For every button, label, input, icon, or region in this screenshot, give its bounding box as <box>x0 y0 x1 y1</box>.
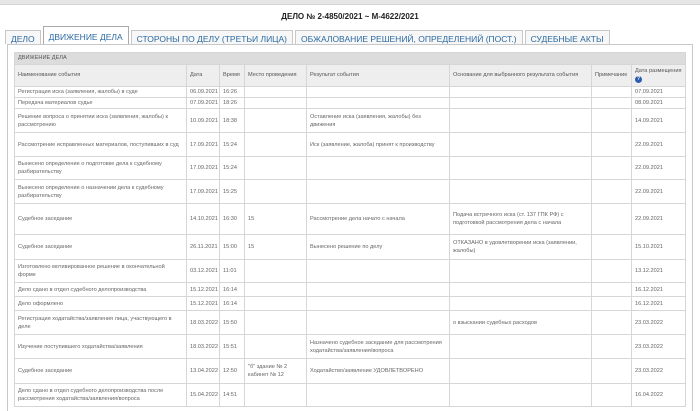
cell-result: Рассмотрение дела начато с начала <box>307 204 450 235</box>
cell-note <box>592 283 632 297</box>
cell-location <box>245 109 307 133</box>
cell-result: Вынесено решение по делу <box>307 235 450 260</box>
cell-basis <box>450 180 592 204</box>
column-header-label: Наименование события <box>18 72 81 79</box>
cell-basis <box>450 359 592 384</box>
tab-appeals[interactable]: ОБЖАЛОВАНИЕ РЕШЕНИЙ, ОПРЕДЕЛЕНИЙ (ПОСТ.) <box>295 30 523 44</box>
cell-location <box>245 311 307 335</box>
page-title: ДЕЛО № 2-4850/2021 ~ М-4622/2021 <box>281 12 419 21</box>
cell-time: 15:50 <box>220 311 245 335</box>
tab-bar <box>5 27 612 44</box>
cell-result <box>307 283 450 297</box>
cell-location: 15 <box>245 235 307 260</box>
cell-time: 18:26 <box>220 98 245 109</box>
cell-time: 15:51 <box>220 335 245 359</box>
cell-date: 07.09.2021 <box>187 98 220 109</box>
cell-location <box>245 283 307 297</box>
cell-basis <box>450 133 592 157</box>
table-row <box>15 260 686 283</box>
cell-posted-date: 23.03.2022 <box>632 311 686 335</box>
cell-event-name: Дело оформлено <box>15 297 187 311</box>
table-row <box>15 359 686 384</box>
cell-location <box>245 98 307 109</box>
cell-time: 15:25 <box>220 180 245 204</box>
cell-location <box>245 133 307 157</box>
cell-date: 15.12.2021 <box>187 283 220 297</box>
tab-court-acts[interactable]: СУДЕБНЫЕ АКТЫ <box>525 30 610 44</box>
cell-result <box>307 311 450 335</box>
column-header-label: Дата <box>190 72 203 79</box>
cell-note <box>592 204 632 235</box>
cell-basis: о взыскании судебных расходов <box>450 311 592 335</box>
cell-event-name: Изучение поступившего ходатайства/заявления <box>15 335 187 359</box>
case-movement-table <box>14 52 686 407</box>
column-header-label: Время <box>223 72 240 79</box>
cell-posted-date: 15.10.2021 <box>632 235 686 260</box>
cell-date: 17.09.2021 <box>187 157 220 180</box>
cell-time: 16:14 <box>220 297 245 311</box>
column-header-posted-date <box>632 65 686 87</box>
cell-basis <box>450 297 592 311</box>
cell-date: 10.09.2021 <box>187 109 220 133</box>
cell-basis <box>450 109 592 133</box>
cell-basis <box>450 283 592 297</box>
cell-time: 16:30 <box>220 204 245 235</box>
cell-posted-date: 08.09.2021 <box>632 98 686 109</box>
table-row <box>15 109 686 133</box>
table-row <box>15 297 686 311</box>
cell-note <box>592 87 632 98</box>
cell-time: 14:51 <box>220 384 245 407</box>
tab-parties[interactable]: СТОРОНЫ ПО ДЕЛУ (ТРЕТЬИ ЛИЦА) <box>131 30 293 44</box>
cell-basis <box>450 384 592 407</box>
cell-result: Ходатайство/заявление УДОВЛЕТВОРЕНО <box>307 359 450 384</box>
column-header-label: Место проведения <box>248 72 297 79</box>
cell-event-name: Регистрация ходатайства/заявления лица, участвующего в деле <box>15 311 187 335</box>
cell-posted-date: 23.03.2022 <box>632 335 686 359</box>
cell-event-name: Дело сдано в отдел судебного делопроизводства после рассмотрения ходатайства/заявления/вопроса <box>15 384 187 407</box>
table-row <box>15 335 686 359</box>
cell-note <box>592 235 632 260</box>
cell-result <box>307 297 450 311</box>
cell-note <box>592 359 632 384</box>
cell-result <box>307 180 450 204</box>
cell-date: 17.09.2021 <box>187 133 220 157</box>
cell-location <box>245 260 307 283</box>
cell-location: "б" здание № 2 кабинет № 12 <box>245 359 307 384</box>
cell-basis <box>450 260 592 283</box>
table-row <box>15 384 686 407</box>
help-icon[interactable]: ? <box>636 75 641 82</box>
cell-date: 03.12.2021 <box>187 260 220 283</box>
cell-note <box>592 260 632 283</box>
column-header-note <box>592 65 632 87</box>
cell-date: 06.09.2021 <box>187 87 220 98</box>
cell-posted-date: 16.04.2022 <box>632 384 686 407</box>
cell-note <box>592 384 632 407</box>
cell-basis: ОТКАЗАНО в удовлетворении иска (заявлении, жалобы) <box>450 235 592 260</box>
cell-basis <box>450 87 592 98</box>
table-row <box>15 235 686 260</box>
cell-date: 13.04.2022 <box>187 359 220 384</box>
cell-location <box>245 87 307 98</box>
table-row <box>15 98 686 109</box>
column-header-label: Основание для выбранного результата события <box>453 72 579 79</box>
cell-location <box>245 180 307 204</box>
cell-basis <box>450 98 592 109</box>
cell-posted-date: 22.09.2021 <box>632 180 686 204</box>
cell-time: 16:14 <box>220 283 245 297</box>
cell-basis: Подача встречного иска (ст. 137 ГПК РФ) с подготовкой рассмотрения дела с начала <box>450 204 592 235</box>
cell-date: 17.09.2021 <box>187 180 220 204</box>
cell-event-name: Рассмотрение исправленных материалов, поступивших в суд <box>15 133 187 157</box>
cell-result <box>307 260 450 283</box>
cell-note <box>592 157 632 180</box>
cell-basis <box>450 157 592 180</box>
column-header-basis <box>450 65 592 87</box>
cell-result <box>307 98 450 109</box>
cell-location <box>245 384 307 407</box>
cell-date: 26.11.2021 <box>187 235 220 260</box>
cell-location <box>245 335 307 359</box>
cell-time: 18:38 <box>220 109 245 133</box>
table-row <box>15 133 686 157</box>
table-row <box>15 311 686 335</box>
cell-event-name: Вынесено определение о подготовке дела к судебному разбирательству <box>15 157 187 180</box>
cell-result <box>307 87 450 98</box>
cell-event-name: Решение вопроса о принятии иска (заявления, жалобы) к рассмотрению <box>15 109 187 133</box>
cell-location: 15 <box>245 204 307 235</box>
cell-date: 18.03.2022 <box>187 311 220 335</box>
cell-date: 15.04.2022 <box>187 384 220 407</box>
cell-time: 16:26 <box>220 87 245 98</box>
cell-posted-date: 16.12.2021 <box>632 283 686 297</box>
cell-event-name: Дело сдано в отдел судебного делопроизводства <box>15 283 187 297</box>
cell-location <box>245 297 307 311</box>
tab-case[interactable]: ДЕЛО <box>5 30 41 44</box>
table-row <box>15 204 686 235</box>
cell-result: Иск (заявление, жалоба) принят к производству <box>307 133 450 157</box>
cell-event-name: Изготовлено мотивированное решение в окончательной форме <box>15 260 187 283</box>
cell-note <box>592 297 632 311</box>
cell-note <box>592 180 632 204</box>
column-header-label: Примечание <box>595 72 628 79</box>
cell-note <box>592 133 632 157</box>
cell-result: Оставление иска (заявления, жалобы) без движения <box>307 109 450 133</box>
cell-posted-date: 23.03.2022 <box>632 359 686 384</box>
cell-result <box>307 157 450 180</box>
cell-posted-date: 07.09.2021 <box>632 87 686 98</box>
table-row <box>15 180 686 204</box>
cell-time: 11:01 <box>220 260 245 283</box>
cell-note <box>592 335 632 359</box>
cell-event-name: Судебное заседание <box>15 204 187 235</box>
cell-time: 15:00 <box>220 235 245 260</box>
column-header-label: Результат события <box>310 72 359 79</box>
cell-posted-date: 13.12.2021 <box>632 260 686 283</box>
cell-location <box>245 157 307 180</box>
cell-result: Назначено судебное заседание для рассмотрения ходатайства/заявления/вопроса <box>307 335 450 359</box>
cell-note <box>592 98 632 109</box>
top-bar <box>0 0 700 5</box>
case-movement-panel <box>7 44 693 411</box>
table-row <box>15 157 686 180</box>
cell-note <box>592 109 632 133</box>
column-header-result <box>307 65 450 87</box>
header-row <box>15 65 686 87</box>
cell-event-name: Вынесено определение о назначении дела к судебному разбирательству <box>15 180 187 204</box>
column-header-time <box>220 65 245 87</box>
cell-posted-date: 14.09.2021 <box>632 109 686 133</box>
column-header-event-name <box>15 65 187 87</box>
cell-event-name: Передача материалов судье <box>15 98 187 109</box>
column-header-date <box>187 65 220 87</box>
tab-case-movement[interactable]: ДВИЖЕНИЕ ДЕЛА <box>43 26 129 44</box>
cell-event-name: Судебное заседание <box>15 359 187 384</box>
table-row <box>15 283 686 297</box>
cell-posted-date: 22.09.2021 <box>632 157 686 180</box>
cell-date: 15.12.2021 <box>187 297 220 311</box>
cell-time: 15:24 <box>220 133 245 157</box>
cell-posted-date: 22.09.2021 <box>632 133 686 157</box>
column-header-label: Дата размещения <box>635 68 682 75</box>
cell-posted-date: 16.12.2021 <box>632 297 686 311</box>
cell-note <box>592 311 632 335</box>
cell-result <box>307 384 450 407</box>
cell-event-name: Судебное заседание <box>15 235 187 260</box>
table-row <box>15 87 686 98</box>
cell-time: 12:50 <box>220 359 245 384</box>
column-header-location <box>245 65 307 87</box>
section-title: ДВИЖЕНИЕ ДЕЛА <box>15 53 686 65</box>
cell-date: 14.10.2021 <box>187 204 220 235</box>
cell-date: 18.03.2022 <box>187 335 220 359</box>
cell-basis <box>450 335 592 359</box>
cell-time: 15:24 <box>220 157 245 180</box>
cell-posted-date: 22.09.2021 <box>632 204 686 235</box>
cell-event-name: Регистрация иска (заявления, жалобы) в суде <box>15 87 187 98</box>
